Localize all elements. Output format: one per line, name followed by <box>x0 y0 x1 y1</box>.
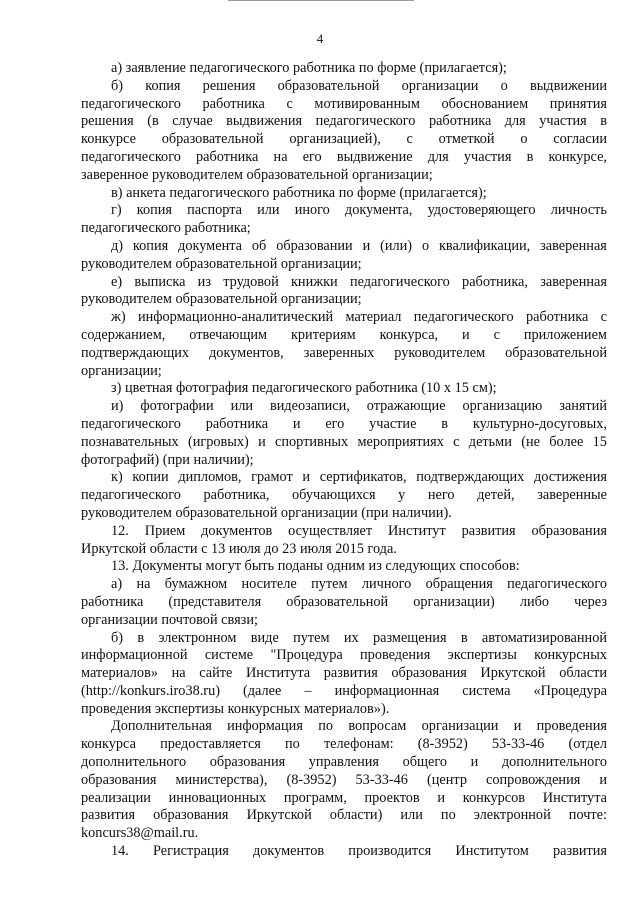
text-line: материалов» на сайте Института развития образования Иркутской области <box>81 665 607 682</box>
text-line: проведения экспертизы конкурсных материалов»). <box>81 700 390 717</box>
text-line: реализации инновационных программ, проектов и конкурсов Института <box>81 789 607 806</box>
header-rule <box>228 0 414 1</box>
text-line: 13. Документы могут быть поданы одним из следующих способов: <box>111 558 520 575</box>
text-line: педагогического работника на его выдвижение для участия в конкурсе, <box>81 148 607 165</box>
text-line: конкурса предоставляется по телефонам: (8-3952) 53-33-46 (отдел <box>81 736 607 753</box>
text-line: организации; <box>81 362 162 379</box>
text-line: руководителем образовательной организации (при наличии). <box>81 504 452 521</box>
text-line: заверенное руководителем образовательной организации; <box>81 166 433 183</box>
text-line: koncurs38@mail.ru. <box>81 825 199 842</box>
text-line: г) копия паспорта или иного документа, удостоверяющего личность <box>111 202 607 219</box>
text-line: ж) информационно-аналитический материал педагогического работника с <box>111 309 607 326</box>
text-line: д) копия документа об образовании и (или) о квалификации, заверенная <box>111 237 607 254</box>
text-line: в) анкета педагогического работника по форме (прилагается); <box>111 184 487 201</box>
text-line: руководителем образовательной организации; <box>81 255 362 272</box>
text-line: к) копии дипломов, грамот и сертификатов, подтверждающих достижения <box>111 469 607 486</box>
text-line: б) копия решения образовательной организации о выдвижении <box>111 77 607 94</box>
text-line: 12. Прием документов осуществляет Институт развития образования <box>111 522 607 539</box>
text-line: информационной системе "Процедура проведения экспертизы конкурсных <box>81 647 607 664</box>
text-line: и) фотографии или видеозаписи, отражающие организацию занятий <box>111 398 607 415</box>
text-line: б) в электронном виде путем их размещения в автоматизированной <box>111 629 607 646</box>
text-line: педагогического работника; <box>81 220 251 237</box>
text-line: а) заявление педагогического работника по форме (прилагается); <box>111 60 507 76</box>
text-line: педагогического работника и его участие в культурно-досуговых, <box>81 415 607 432</box>
text-line: подтверждающих документов, заверенных руководителем образовательной <box>81 344 607 361</box>
text-line: конкурсе образовательной организацией), с отметкой о согласии <box>81 131 607 148</box>
page-number: 4 <box>316 31 324 46</box>
text-line: педагогического работника с мотивированным обоснованием принятия <box>81 95 607 112</box>
text-line: (http://konkurs.iro38.ru) (далее – информационная система «Процедура <box>81 682 607 699</box>
text-line: организации почтовой связи; <box>81 611 258 628</box>
text-line: руководителем образовательной организации; <box>81 291 362 308</box>
text-line: решения (в случае выдвижения педагогического работника для участия в <box>81 113 607 130</box>
text-line: работника (представителя образовательной организации) либо через <box>81 593 607 610</box>
document-body <box>81 60 607 861</box>
text-line: а) на бумажном носителе путем личного обращения педагогического <box>111 576 607 593</box>
text-line: фотографий) (при наличии); <box>81 451 254 468</box>
text-line: познавательных (игровых) и спортивных мероприятиях с детьми (не более 15 <box>81 433 607 450</box>
text-line: дополнительного образования управления общего и дополнительного <box>81 754 607 771</box>
text-line: содержанием, отвечающим критериям конкурса, и с приложением <box>81 326 607 343</box>
text-line: педагогического работника, обучающихся у него детей, заверенные <box>81 487 607 504</box>
text-line: з) цветная фотография педагогического работника (10 х 15 см); <box>111 380 497 397</box>
text-line: развития образования Иркутской области) или по электронной почте: <box>81 807 607 824</box>
text-line: Иркутской области с 13 июля до 23 июля 2015 года. <box>81 540 397 557</box>
text-line: е) выписка из трудовой книжки педагогического работника, заверенная <box>111 273 607 290</box>
text-line: образования министерства), (8-3952) 53-33-46 (центр сопровождения и <box>81 771 607 788</box>
text-line: 14. Регистрация документов производится Институтом развития <box>111 843 607 860</box>
text-line: Дополнительная информация по вопросам организации и проведения <box>111 718 607 735</box>
